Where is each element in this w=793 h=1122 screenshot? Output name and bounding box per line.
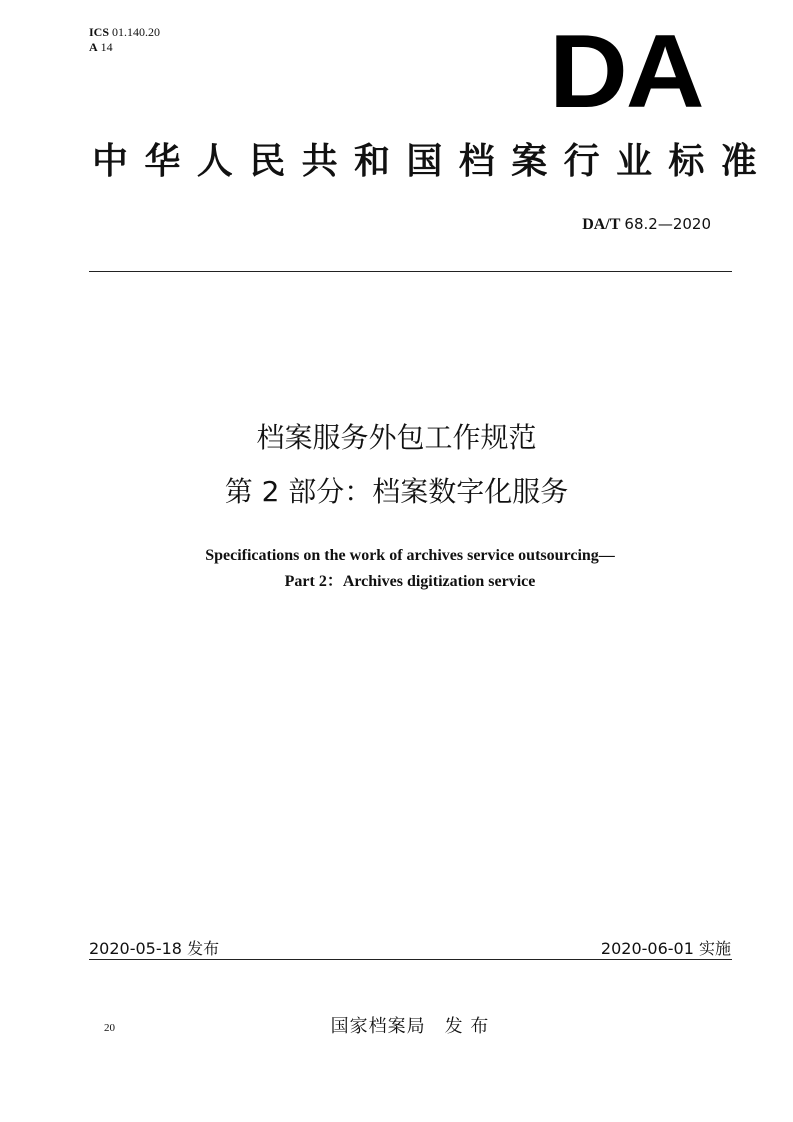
da-logo: DA [549,14,703,130]
standard-code: 68.2—2020 [624,215,711,233]
ccs-value: 14 [100,40,113,54]
ccs-line [89,40,160,55]
implement-date: 2020-06-01 实施 [600,939,731,958]
ccs-label: A [89,40,98,54]
title-zh-line1: 档案服务外包工作规范 [256,421,537,454]
organization-title: 中华人民共和国档案行业标准 [92,141,774,182]
ics-label: ICS [89,25,110,39]
title-en-line1: Specifications on the work of archives service outsourcing— [205,547,615,564]
header-divider [89,271,732,272]
issue-date: 2020-05-18 发布 [89,939,220,958]
publisher: 国家档案局 发 布 [330,1016,490,1037]
ics-line [89,25,160,40]
footer-divider [89,959,732,960]
standard-number [582,215,711,234]
title-zh-line2: 第 2 部分：档案数字化服务 [224,475,569,508]
title-en-line2: Part 2：Archives digitization service [284,573,536,590]
page-number: 20 [104,1022,115,1034]
standard-prefix: DA/T [582,216,621,233]
ics-value: 01.140.20 [112,25,161,39]
classification-codes [89,25,160,55]
